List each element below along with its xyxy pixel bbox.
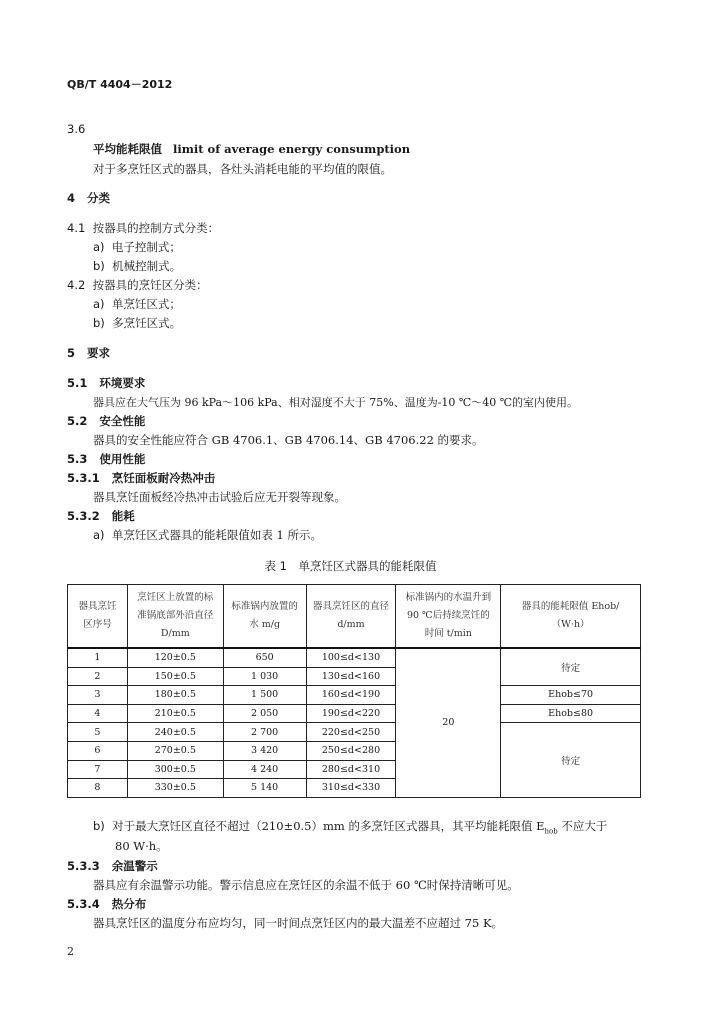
clause-title: 安全性能 (99, 414, 146, 428)
cell-water-mass: 650 (223, 648, 306, 667)
cell-water-mass: 2 700 (223, 723, 306, 742)
clause-number: 5.3.3 (67, 859, 100, 873)
table-caption: 表 1 单烹饪区式器具的能耗限值 (264, 559, 437, 573)
section-number: 4 (67, 191, 76, 205)
clause-number: 4.1 (67, 221, 86, 235)
cell-zone-diameter: 250≤d<280 (306, 741, 396, 760)
section-4-heading (67, 190, 110, 206)
cell-limit-pending: 待定 (501, 723, 641, 797)
list-text-end: 不应大于 (557, 819, 608, 833)
cell-number: 4 (68, 704, 128, 723)
list-text: 多烹饪区式。 (112, 316, 182, 330)
clause-5-3-3-text: 器具应有余温警示功能。警示信息应在烹饪区的余温不低于 60 ℃时保持清晰可见。 (93, 878, 519, 892)
cell-cook-time: 20 (396, 648, 501, 797)
list-key: a) (93, 528, 105, 542)
clause-4-1 (67, 220, 219, 236)
cell-water-mass: 3 420 (223, 741, 306, 760)
clause-number: 5.3.2 (67, 509, 100, 523)
cell-limit-80: Ehob≤80 (501, 704, 641, 723)
cell-number: 7 (68, 760, 128, 779)
cell-zone-diameter: 190≤d<220 (306, 704, 396, 723)
cell-number: 2 (68, 667, 128, 686)
header-water-mass: 标准锅内放置的水 m/g (223, 585, 306, 649)
table-header-row (68, 585, 641, 649)
clause-5-3-2-heading (67, 508, 135, 524)
clause-number: 5.3.1 (67, 471, 100, 485)
cell-water-mass: 5 140 (223, 779, 306, 798)
cell-number: 1 (68, 648, 128, 667)
cell-zone-diameter: 130≤d<160 (306, 667, 396, 686)
header-cook-time: 标准锅内的水温升到 90 ℃后持续烹饪的时间 t/min (396, 585, 501, 649)
section-title: 分类 (87, 191, 111, 205)
list-item (93, 239, 181, 255)
clause-5-3-3-heading (67, 858, 158, 874)
clause-title: 使用性能 (99, 452, 146, 466)
cell-pot-diameter: 180±0.5 (127, 686, 223, 705)
header-zone-diameter: 器具烹饪区的直径 d/mm (306, 585, 396, 649)
clause-title: 环境要求 (99, 376, 146, 390)
list-key: b) (93, 259, 105, 273)
term-heading (93, 141, 410, 157)
cell-zone-diameter: 160≤d<190 (306, 686, 396, 705)
cell-water-mass: 2 050 (223, 704, 306, 723)
header-zone-number: 器具烹饪区序号 (68, 585, 128, 649)
clause-4-2 (67, 277, 208, 293)
list-key: a) (93, 297, 105, 311)
clause-5-2-text: 器具的安全性能应符合 GB 4706.1、GB 4706.14、GB 4706.22 的要求。 (93, 433, 484, 447)
cell-pot-diameter: 270±0.5 (127, 741, 223, 760)
clause-5-1-heading (67, 375, 145, 391)
cell-pot-diameter: 330±0.5 (127, 779, 223, 798)
list-continuation: 80 W·h。 (115, 839, 168, 853)
clause-5-3-4-text: 器具烹饪区的温度分布应均匀，同一时间点烹饪区内的最大温差不应超过 75 K。 (93, 916, 504, 930)
list-text: 电子控制式； (111, 240, 181, 254)
list-key: b) (93, 819, 105, 833)
table-row (68, 648, 641, 667)
section-5-heading (67, 345, 110, 361)
cell-water-mass: 1 030 (223, 667, 306, 686)
cell-limit-70: Ehob≤70 (501, 686, 641, 705)
clause-number: 5.3.4 (67, 897, 100, 911)
cell-zone-diameter: 310≤d<330 (306, 779, 396, 798)
cell-pot-diameter: 120±0.5 (127, 648, 223, 667)
cell-water-mass: 1 500 (223, 686, 306, 705)
clause-5-3-1-text: 器具烹饪面板经冷热冲击试验后应无开裂等现象。 (93, 490, 346, 504)
cell-zone-diameter: 220≤d<250 (306, 723, 396, 742)
term-cn: 平均能耗限值 (93, 142, 162, 156)
cell-number: 8 (68, 779, 128, 798)
clause-5-3-1-heading (67, 470, 215, 486)
term-en: limit of average energy consumption (172, 142, 411, 156)
table-row (68, 704, 641, 723)
list-item (93, 527, 322, 543)
cell-zone-diameter: 100≤d<130 (306, 648, 396, 667)
clause-5-2-heading (67, 413, 145, 429)
list-key: a) (93, 240, 105, 254)
section-number: 5 (67, 346, 76, 360)
clause-5-1-text: 器具应在大气压为 96 kPa～106 kPa、相对湿度不大于 75%、温度为-10 ℃～40 ℃的室内使用。 (93, 396, 579, 409)
list-item (93, 818, 607, 835)
header-pot-diameter: 烹饪区上放置的标准锅底部外沿直径 D/mm (127, 585, 223, 649)
cell-number: 5 (68, 723, 128, 742)
cell-number: 3 (68, 686, 128, 705)
cell-limit-pending: 待定 (501, 648, 641, 686)
energy-limit-table (67, 584, 641, 798)
list-key: b) (93, 316, 105, 330)
list-item (93, 258, 181, 274)
table-row (68, 723, 641, 742)
section-title: 要求 (87, 346, 111, 360)
cell-pot-diameter: 210±0.5 (127, 704, 223, 723)
standard-code: QB/T 4404－2012 (67, 78, 173, 91)
list-item (93, 296, 181, 312)
list-text: 单烹饪区式； (111, 297, 181, 311)
clause-number: 5.3 (67, 452, 88, 466)
clause-title: 能耗 (111, 509, 135, 523)
clause-title: 热分布 (111, 897, 147, 911)
list-text: 机械控制式。 (112, 259, 182, 273)
section-number: 3.6 (67, 122, 86, 136)
clause-number: 5.2 (67, 414, 88, 428)
cell-pot-diameter: 300±0.5 (127, 760, 223, 779)
cell-water-mass: 4 240 (223, 760, 306, 779)
list-item (93, 315, 181, 331)
list-text: 单烹饪区式器具的能耗限值如表 1 所示。 (111, 528, 322, 542)
header-energy-limit: 器具的能耗限值 Ehob/（W·h） (501, 585, 641, 649)
clause-text: 按器具的烹饪区分类： (92, 278, 208, 292)
page-number: 2 (67, 945, 74, 958)
clause-5-3-heading (67, 451, 145, 467)
clause-title: 余温警示 (111, 859, 158, 873)
cell-number: 6 (68, 741, 128, 760)
cell-pot-diameter: 150±0.5 (127, 667, 223, 686)
clause-number: 5.1 (67, 376, 88, 390)
cell-zone-diameter: 280≤d<310 (306, 760, 396, 779)
clause-text: 按器具的控制方式分类： (92, 221, 220, 235)
term-definition: 对于多烹饪区式的器具，各灶头消耗电能的平均值的限值。 (93, 162, 392, 176)
subscript: hob (544, 827, 558, 836)
clause-title: 烹饪面板耐冷热冲击 (111, 471, 216, 485)
clause-5-3-4-heading (67, 896, 146, 912)
cell-pot-diameter: 240±0.5 (127, 723, 223, 742)
table-row (68, 686, 641, 705)
clause-number: 4.2 (67, 278, 86, 292)
list-text: 对于最大烹饪区直径不超过（210±0.5）mm 的多烹饪区式器具，其平均能耗限值 E (112, 819, 545, 833)
